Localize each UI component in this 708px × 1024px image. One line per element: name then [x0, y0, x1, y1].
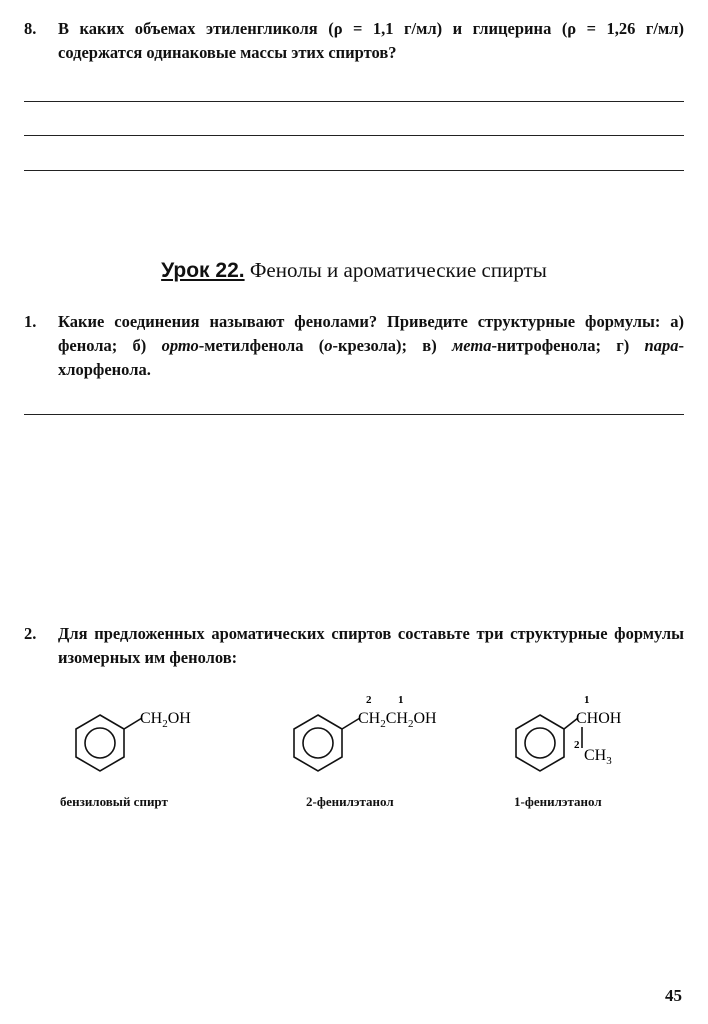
benzene-ring	[516, 715, 564, 771]
benzene-ring	[76, 715, 124, 771]
svg-text:CH2CH2OH: $CH_2CH_2OH$	[358, 710, 437, 730]
question-text: Для предложенных ароматических спиртов составьте три структурные формулы изомерных им фенолов:	[58, 624, 684, 667]
benzyl-alcohol-structure	[60, 690, 240, 790]
lesson-heading	[0, 258, 708, 283]
answer-line[interactable]	[24, 101, 684, 102]
question-2	[24, 622, 684, 670]
svg-text:1: 1	[584, 694, 590, 706]
svg-text:2: 2	[366, 694, 372, 706]
caption-benzyl-alcohol: бензиловый спирт	[60, 794, 168, 809]
question-text: В каких объемах этиленгликоля (ρ = 1,1 г/мл) и глицерина (ρ = 1,26 г/мл) содержатся одинаковые массы этих спиртов?	[58, 19, 684, 62]
aromatic-circle	[303, 728, 333, 758]
caption-2-phenylethanol: 2-фенилэтанол	[306, 794, 394, 809]
caption-1-phenylethanol: 1-фенилэтанол	[514, 794, 602, 809]
lesson-title: Фенолы и ароматические спирты	[249, 258, 547, 282]
question-number: 2.	[24, 624, 37, 643]
question-number: 1.	[24, 312, 37, 331]
question-1	[24, 310, 684, 382]
2-phenylethanol-structure	[278, 690, 478, 790]
answer-line[interactable]	[24, 170, 684, 171]
question-number: 8.	[24, 19, 37, 38]
svg-text:CH2OH: $CH_2OH$	[140, 710, 191, 730]
aromatic-circle	[525, 728, 555, 758]
svg-text:2: 2	[574, 739, 580, 751]
answer-line[interactable]	[24, 414, 684, 415]
page-number: 45	[665, 986, 682, 1005]
question-8	[24, 17, 684, 65]
answer-line[interactable]	[24, 135, 684, 136]
svg-text:CHOH: CHOH	[576, 710, 622, 727]
svg-text:1: 1	[398, 694, 404, 706]
lesson-label: Урок 22.	[161, 259, 245, 282]
1-phenylethanol-structure	[500, 690, 680, 790]
svg-text:CH3: $CH_3$	[584, 747, 612, 767]
aromatic-circle	[85, 728, 115, 758]
question-text: Какие соединения называют фенолами? Приведите структурные формулы: а) фенола; б) орто-метилфенола (о-крезола); в) мета-нитрофенола; г) пара-хлорфенола.	[58, 312, 684, 379]
benzene-ring	[294, 715, 342, 771]
